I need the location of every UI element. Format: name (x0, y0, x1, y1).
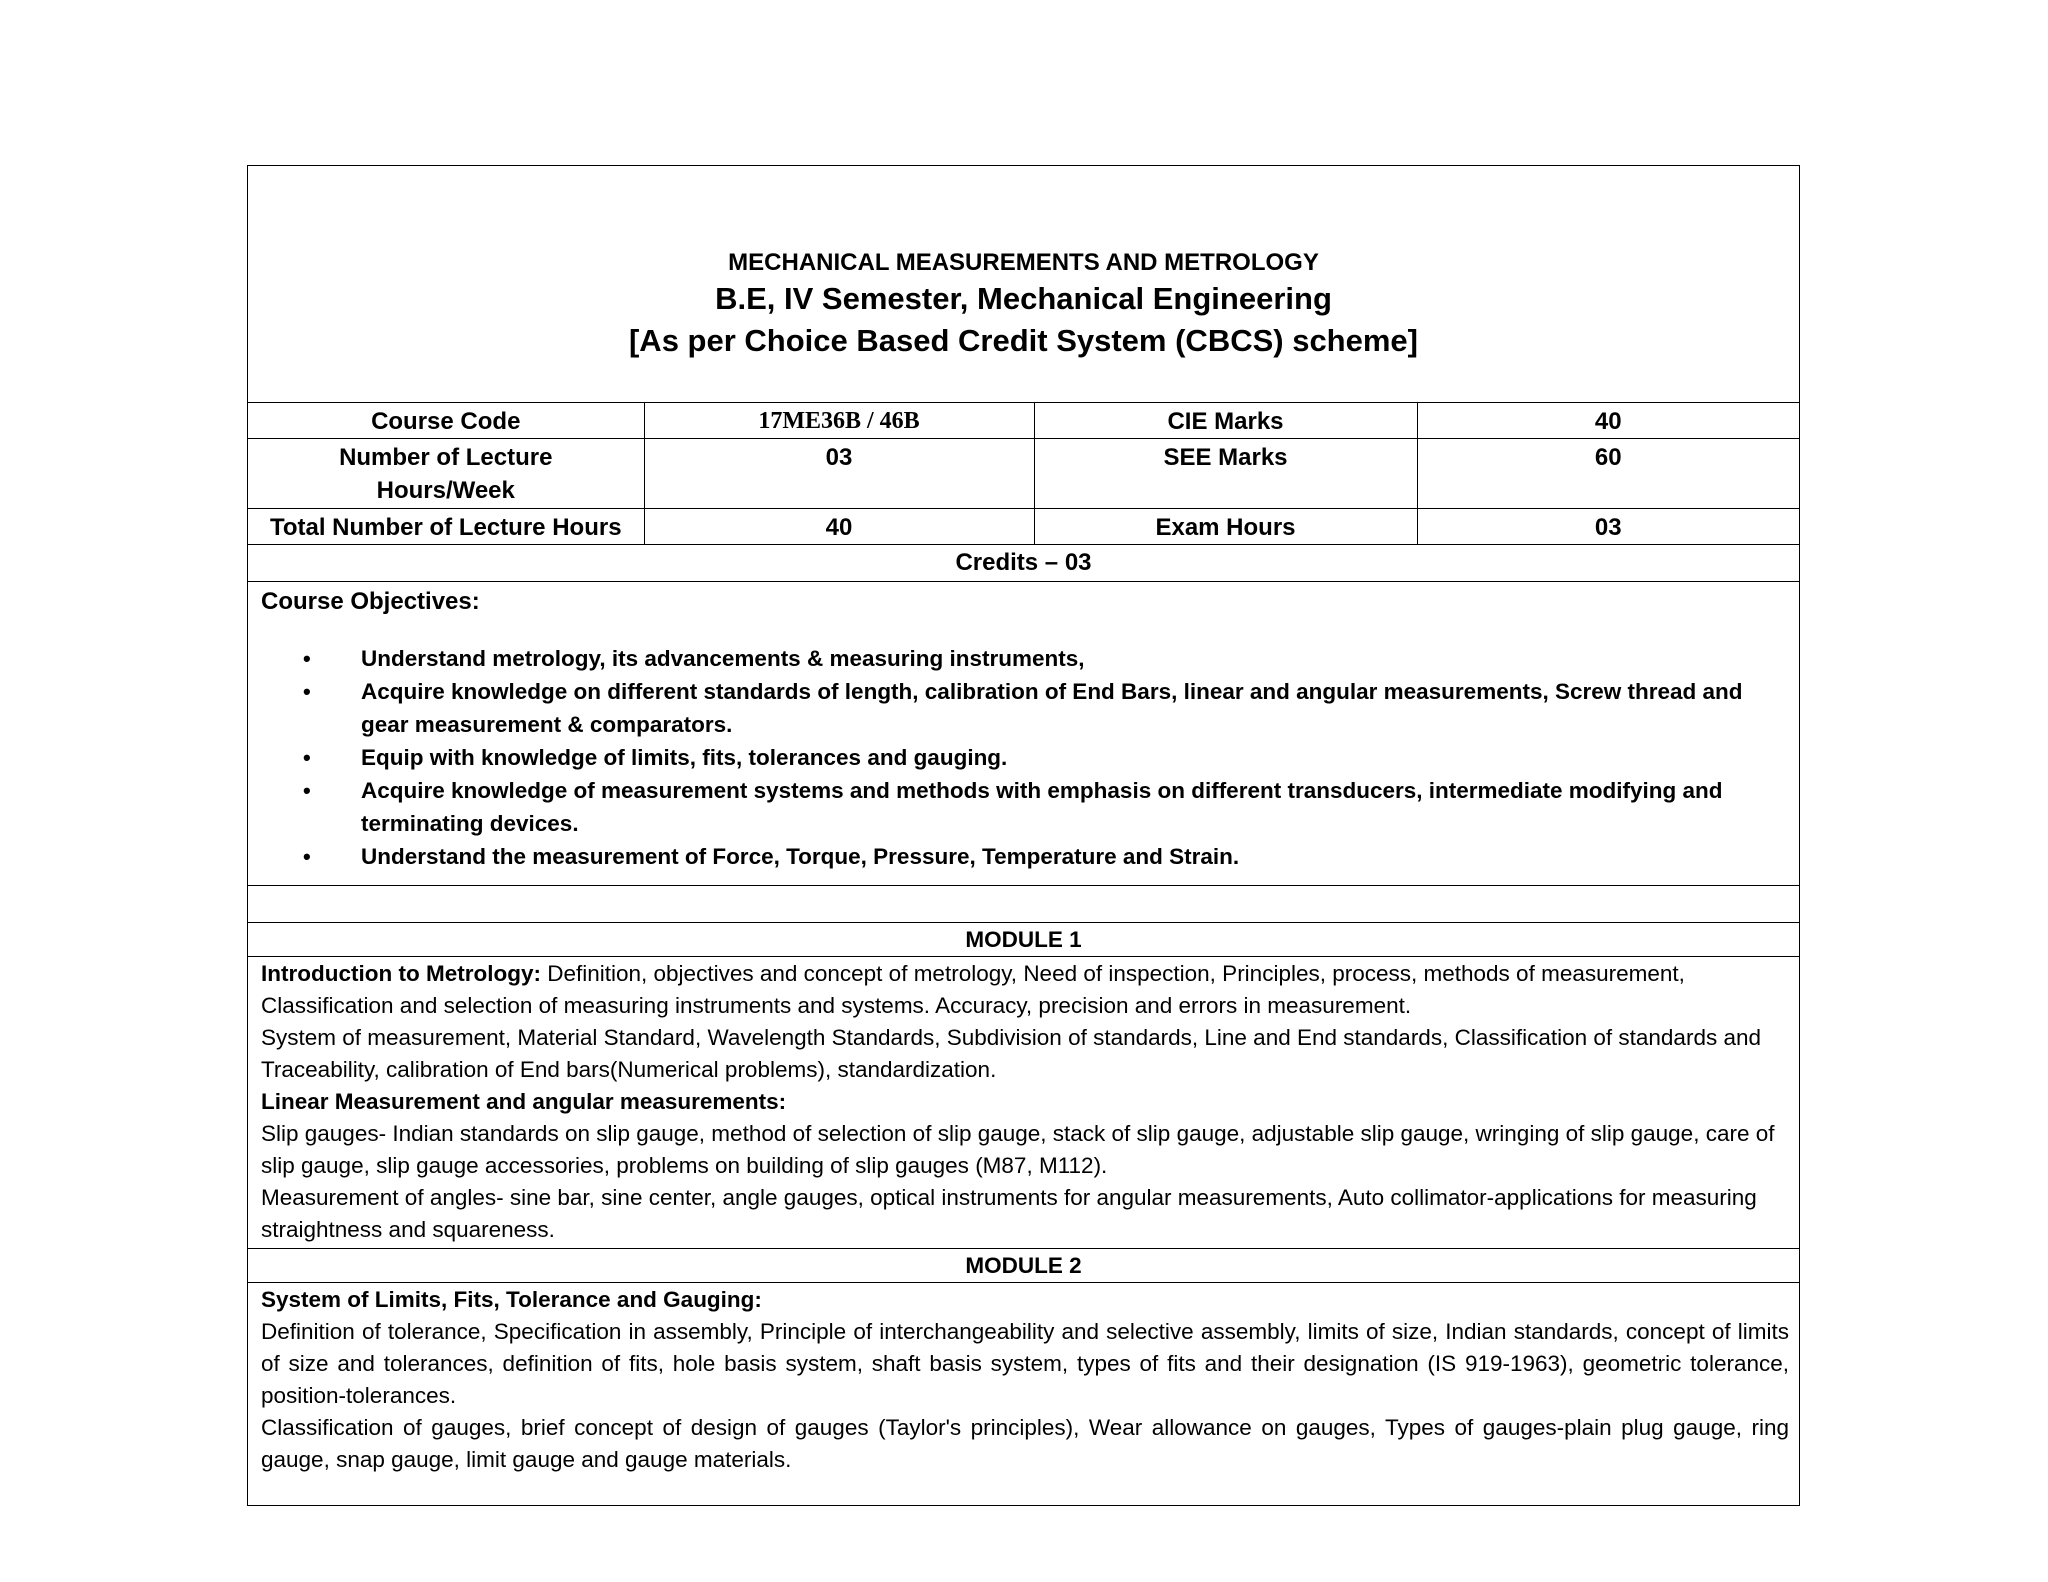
lecture-hours-week-label: Number of Lecture Hours/Week (248, 439, 644, 509)
objectives-list (261, 642, 1789, 873)
cie-marks-label: CIE Marks (1034, 403, 1417, 439)
slip-gauges: Slip gauges- Indian standards on slip gauge, method of selection of slip gauge, stack of slip gauge, adjustable slip gauge, wringing of slip gauge, care of slip gauge, slip gauge accessories, problems on building of slip gauges (M87, M112). (261, 1121, 1775, 1178)
scheme-line: [As per Choice Based Credit System (CBCS) scheme] (628, 323, 1418, 358)
see-marks-label: SEE Marks (1034, 439, 1417, 509)
objectives-title: Course Objectives: (261, 588, 480, 615)
module-1-heading: MODULE 1 (248, 923, 1799, 957)
exam-hours-value: 03 (1417, 509, 1799, 545)
course-info-table (248, 403, 1799, 545)
syllabus-frame (247, 165, 1800, 1506)
document-header (248, 166, 1799, 403)
table-row (248, 509, 1799, 545)
module-2-content (248, 1283, 1799, 1478)
exam-hours-label: Exam Hours (1034, 509, 1417, 545)
limits-fits-heading: System of Limits, Fits, Tolerance and Gauging: (261, 1287, 762, 1312)
credits-row: Credits – 03 (248, 545, 1799, 582)
list-item: • Understand the measurement of Force, Torque, Pressure, Temperature and Strain. (361, 840, 1789, 873)
list-item: • Acquire knowledge of measurement systems and methods with emphasis on different transducers, intermediate modifying and terminating devices. (361, 774, 1789, 840)
list-item: • Understand metrology, its advancements & measuring instruments, (361, 642, 1789, 675)
tolerance-definition: Definition of tolerance, Specification in assembly, Principle of interchangeability and selective assembly, limits of size, Indian standards, concept of limits of size and tolerances, definition of fits, hole basis system, shaft basis system, types of fits and their designation (IS 919-1963), geometric tolerance, position-tolerances. (261, 1319, 1789, 1408)
cie-marks-value: 40 (1417, 403, 1799, 439)
bullet-icon: • (303, 679, 311, 704)
semester-line: B.E, IV Semester, Mechanical Engineering (715, 281, 1332, 316)
course-objectives (248, 582, 1799, 886)
course-code-value: 17ME36B / 46B (644, 403, 1034, 439)
spacer-row (248, 886, 1799, 923)
see-marks-value: 60 (1417, 439, 1799, 509)
bullet-icon: • (303, 778, 311, 803)
metrology-intro-heading: Introduction to Metrology: (261, 961, 541, 986)
table-row (248, 403, 1799, 439)
lecture-hours-week-value: 03 (644, 439, 1034, 509)
course-code-label: Course Code (248, 403, 644, 439)
gauge-classification: Classification of gauges, brief concept of design of gauges (Taylor's principles), Wear allowance on gauges, Types of gauges-plain plug gauge, ring gauge, snap gauge, limit gauge and gauge materials. (261, 1415, 1789, 1472)
metrology-intro: Introduction to Metrology: Definition, objectives and concept of metrology, Need of inspection, Principles, process, methods of measurement, Classification and selection of measuring instruments and systems. Accuracy, precision and errors in measurement. (261, 961, 1685, 1018)
course-title: MECHANICAL MEASUREMENTS AND METROLOGY (728, 249, 1319, 276)
bullet-icon: • (303, 646, 311, 671)
bullet-icon: • (303, 844, 311, 869)
list-item: • Equip with knowledge of limits, fits, tolerances and gauging. (361, 741, 1789, 774)
total-hours-label: Total Number of Lecture Hours (248, 509, 644, 545)
table-row (248, 439, 1799, 509)
linear-angular-heading: Linear Measurement and angular measurements: (261, 1089, 787, 1114)
module-1-content (248, 957, 1799, 1249)
total-hours-value: 40 (644, 509, 1034, 545)
list-item: • Acquire knowledge on different standards of length, calibration of End Bars, linear and angular measurements, Screw thread and gear measurement & comparators. (361, 675, 1789, 741)
bullet-icon: • (303, 745, 311, 770)
module-2-heading: MODULE 2 (248, 1249, 1799, 1283)
measurement-systems: System of measurement, Material Standard, Wavelength Standards, Subdivision of standards, Line and End standards, Classification of standards and Traceability, calibration of End bars(Numerical problems), standardization. (261, 1025, 1761, 1082)
angle-measurement: Measurement of angles- sine bar, sine center, angle gauges, optical instruments for angular measurements, Auto collimator-applications for measuring straightness and squareness. (261, 1185, 1757, 1242)
